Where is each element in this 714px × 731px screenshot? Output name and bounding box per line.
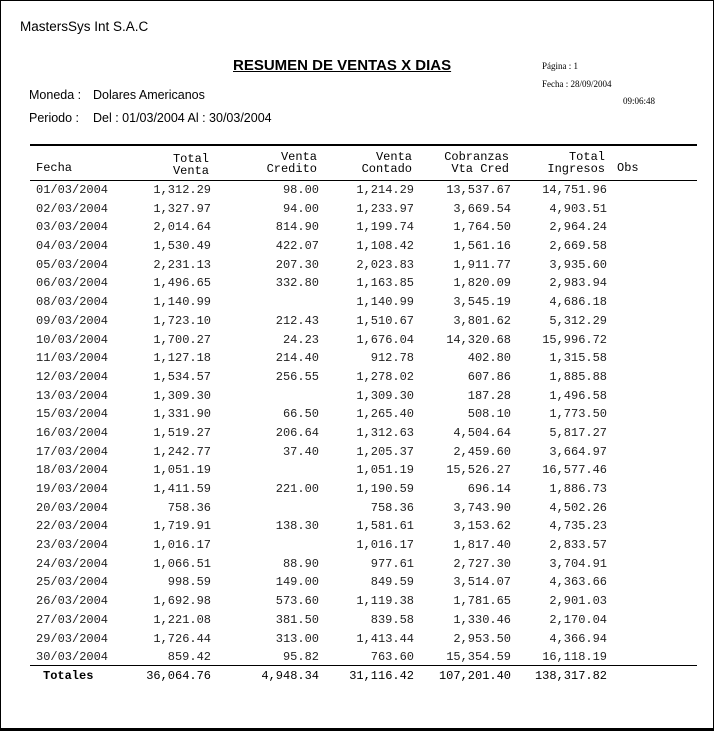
cell-total-ingresos: 16,577.46	[542, 463, 607, 478]
totals-rule	[30, 665, 697, 666]
cell-total-ingresos: 2,983.94	[549, 276, 607, 291]
table-row	[1, 443, 714, 462]
cell-total-ingresos: 4,735.23	[549, 519, 607, 534]
cell-venta-contado: 1,140.99	[356, 295, 414, 310]
cell-fecha: 25/03/2004	[36, 575, 109, 590]
company-name: MastersSys Int S.A.C	[20, 19, 149, 34]
cell-cobranzas: 187.28	[467, 388, 511, 403]
cell-fecha: 19/03/2004	[36, 482, 109, 496]
table-row	[1, 181, 714, 200]
cell-cobranzas: 2,953.50	[453, 631, 511, 646]
report-title: RESUMEN DE VENTAS X DIAS	[233, 57, 452, 74]
cell-total-venta: 998.59	[167, 575, 211, 590]
cell-fecha: 06/03/2004	[36, 276, 109, 291]
cell-venta-contado: 2,023.83	[356, 257, 414, 272]
cell-fecha: 17/03/2004	[36, 444, 109, 459]
cobranzas-sum: 107,201.40	[438, 669, 511, 683]
cell-venta-contado: 1,190.59	[356, 482, 414, 496]
cell-total-venta: 1,309.30	[153, 388, 211, 403]
cell-total-ingresos: 1,885.88	[549, 369, 607, 384]
header-obs: Obs	[617, 161, 639, 175]
cell-fecha: 03/03/2004	[36, 220, 109, 235]
cell-cobranzas: 1,330.46	[453, 612, 511, 627]
cell-cobranzas: 1,781.65	[453, 594, 511, 609]
cell-cobranzas: 3,545.19	[453, 295, 511, 310]
cell-total-ingresos: 15,996.72	[542, 332, 607, 347]
cell-venta-credito: 98.00	[282, 183, 319, 197]
cell-cobranzas: 3,743.90	[453, 500, 511, 515]
cell-total-venta: 1,534.57	[153, 369, 211, 384]
cell-total-venta: 1,140.99	[153, 295, 211, 310]
cell-cobranzas: 2,727.30	[453, 556, 511, 571]
header-total-venta: Total Venta	[172, 152, 209, 178]
cell-venta-contado: 1,108.42	[356, 239, 414, 254]
cell-total-venta: 1,221.08	[153, 612, 211, 627]
header-fecha: Fecha	[36, 161, 73, 175]
cell-total-ingresos: 3,704.91	[549, 556, 607, 571]
header-total-ingresos: Total Ingresos	[547, 150, 605, 176]
cell-venta-credito: 37.40	[282, 444, 319, 459]
cell-venta-contado: 1,309.30	[356, 388, 414, 403]
cell-total-venta: 1,530.49	[153, 239, 211, 254]
cell-venta-credito: 313.00	[275, 631, 319, 646]
cell-venta-contado: 1,233.97	[356, 201, 414, 216]
cell-cobranzas: 1,911.77	[453, 257, 511, 272]
table-row	[1, 331, 714, 350]
cell-total-ingresos: 1,496.58	[549, 388, 607, 403]
cell-total-venta: 1,496.65	[153, 276, 211, 291]
cell-cobranzas: 3,669.54	[453, 201, 511, 216]
cell-fecha: 20/03/2004	[36, 500, 109, 515]
cell-venta-contado: 1,278.02	[356, 369, 414, 384]
cell-fecha: 08/03/2004	[36, 295, 109, 310]
period-value: Del : 01/03/2004 Al : 30/03/2004	[93, 111, 272, 125]
cell-fecha: 16/03/2004	[36, 425, 109, 440]
cell-cobranzas: 696.14	[467, 482, 511, 496]
print-time: 09:06:48	[623, 96, 656, 106]
cell-venta-contado: 839.58	[370, 612, 414, 627]
cell-cobranzas: 1,820.09	[453, 276, 511, 291]
cell-total-ingresos: 4,366.94	[549, 631, 607, 646]
table-row	[1, 461, 714, 480]
cell-fecha: 09/03/2004	[36, 313, 109, 328]
cell-venta-contado: 1,265.40	[356, 407, 414, 422]
currency-value: Dolares Americanos	[93, 88, 205, 102]
table-row	[1, 200, 714, 219]
cell-total-ingresos: 1,886.73	[549, 482, 607, 496]
cell-venta-contado: 977.61	[370, 556, 414, 571]
cell-venta-credito: 422.07	[275, 239, 319, 254]
header-venta-credito: Venta Credito	[266, 150, 317, 176]
cell-total-ingresos: 14,751.96	[542, 183, 607, 197]
cell-total-venta: 1,051.19	[153, 463, 211, 478]
cell-fecha: 30/03/2004	[36, 650, 109, 665]
venta-contado-sum: 31,116.42	[349, 669, 414, 683]
cell-total-ingresos: 2,669.58	[549, 239, 607, 254]
table-row	[1, 349, 714, 368]
cell-venta-credito: 256.55	[275, 369, 319, 384]
cell-total-ingresos: 1,315.58	[549, 351, 607, 366]
cell-fecha: 23/03/2004	[36, 538, 109, 553]
cell-cobranzas: 14,320.68	[446, 332, 511, 347]
header-cobranzas: Cobranzas Vta Cred	[444, 150, 509, 176]
cell-venta-credito: 88.90	[282, 556, 319, 571]
table-row	[1, 611, 714, 630]
cell-fecha: 24/03/2004	[36, 556, 109, 571]
cell-venta-contado: 1,676.04	[356, 332, 414, 347]
cell-total-ingresos: 2,901.03	[549, 594, 607, 609]
cell-venta-credito: 381.50	[275, 612, 319, 627]
venta-credito-sum: 4,948.34	[261, 669, 319, 683]
cell-venta-contado: 849.59	[370, 575, 414, 590]
cell-venta-credito: 149.00	[275, 575, 319, 590]
cell-venta-contado: 912.78	[370, 351, 414, 366]
table-row	[1, 237, 714, 256]
period-label: Periodo :	[29, 111, 80, 125]
cell-venta-contado: 1,163.85	[356, 276, 414, 291]
cell-cobranzas: 3,153.62	[453, 519, 511, 534]
table-row	[1, 517, 714, 536]
cell-venta-contado: 1,312.63	[356, 425, 414, 440]
cell-total-venta: 2,231.13	[153, 257, 211, 272]
page-number: Página : 1	[542, 61, 578, 71]
cell-fecha: 26/03/2004	[36, 594, 109, 609]
cell-total-ingresos: 2,964.24	[549, 220, 607, 235]
cell-total-venta: 1,692.98	[153, 594, 211, 609]
cell-total-venta: 1,312.29	[153, 183, 211, 197]
cell-venta-contado: 1,016.17	[356, 538, 414, 553]
cell-total-venta: 1,331.90	[153, 407, 211, 422]
cell-total-venta: 1,519.27	[153, 425, 211, 440]
header-venta-contado: Venta Contado	[361, 150, 412, 176]
cell-fecha: 13/03/2004	[36, 388, 109, 403]
cell-total-ingresos: 4,363.66	[549, 575, 607, 590]
cell-venta-credito: 332.80	[275, 276, 319, 291]
table-row	[1, 293, 714, 312]
cell-cobranzas: 13,537.67	[446, 183, 511, 197]
cell-venta-contado: 763.60	[370, 650, 414, 665]
cell-total-venta: 1,016.17	[153, 538, 211, 553]
cell-fecha: 10/03/2004	[36, 332, 109, 347]
cell-venta-contado: 1,199.74	[356, 220, 414, 235]
cell-venta-contado: 1,205.37	[356, 444, 414, 459]
cell-total-ingresos: 4,502.26	[549, 500, 607, 515]
cell-venta-contado: 1,510.67	[356, 313, 414, 328]
cell-total-venta: 1,719.91	[153, 519, 211, 534]
cell-total-venta: 1,066.51	[153, 556, 211, 571]
table-row	[1, 424, 714, 443]
cell-venta-contado: 1,119.38	[356, 594, 414, 609]
cell-fecha: 18/03/2004	[36, 463, 109, 478]
table-row	[1, 368, 714, 387]
cell-cobranzas: 15,354.59	[446, 650, 511, 665]
cell-total-ingresos: 1,773.50	[549, 407, 607, 422]
cell-venta-contado: 1,581.61	[356, 519, 414, 534]
cell-fecha: 02/03/2004	[36, 201, 109, 216]
cell-total-venta: 1,127.18	[153, 351, 211, 366]
cell-venta-contado: 1,413.44	[356, 631, 414, 646]
cell-venta-credito: 573.60	[275, 594, 319, 609]
cell-venta-credito: 214.40	[275, 351, 319, 366]
cell-cobranzas: 15,526.27	[446, 463, 511, 478]
cell-total-ingresos: 2,170.04	[549, 612, 607, 627]
cell-total-venta: 2,014.64	[153, 220, 211, 235]
cell-venta-credito: 95.82	[282, 650, 319, 665]
cell-venta-credito: 207.30	[275, 257, 319, 272]
cell-total-ingresos: 4,686.18	[549, 295, 607, 310]
cell-cobranzas: 4,504.64	[453, 425, 511, 440]
cell-cobranzas: 1,817.40	[453, 538, 511, 553]
table-row	[1, 218, 714, 237]
cell-total-venta: 1,411.59	[153, 482, 211, 496]
cell-venta-credito: 814.90	[275, 220, 319, 235]
cell-cobranzas: 508.10	[467, 407, 511, 422]
total-venta-sum: 36,064.76	[146, 669, 211, 683]
table-row	[1, 480, 714, 499]
cell-total-venta: 1,327.97	[153, 201, 211, 216]
cell-venta-credito: 221.00	[275, 482, 319, 496]
table-row	[1, 405, 714, 424]
table-row	[1, 573, 714, 592]
cell-venta-credito: 24.23	[282, 332, 319, 347]
table-body	[1, 181, 714, 667]
cell-fecha: 22/03/2004	[36, 519, 109, 534]
cell-total-ingresos: 2,833.57	[549, 538, 607, 553]
cell-cobranzas: 607.86	[467, 369, 511, 384]
cell-cobranzas: 3,801.62	[453, 313, 511, 328]
cell-cobranzas: 1,561.16	[453, 239, 511, 254]
cell-total-ingresos: 4,903.51	[549, 201, 607, 216]
total-ingresos-sum: 138,317.82	[534, 669, 607, 683]
print-date: Fecha : 28/09/2004	[542, 79, 612, 89]
cell-total-venta: 1,242.77	[153, 444, 211, 459]
table-row	[1, 630, 714, 649]
table-row	[1, 256, 714, 275]
currency-label: Moneda :	[29, 88, 82, 102]
cell-cobranzas: 1,764.50	[453, 220, 511, 235]
cell-total-venta: 1,700.27	[153, 332, 211, 347]
cell-venta-credito: 206.64	[275, 425, 319, 440]
cell-total-ingresos: 16,118.19	[542, 650, 607, 665]
cell-fecha: 01/03/2004	[36, 183, 109, 197]
cell-fecha: 05/03/2004	[36, 257, 109, 272]
cell-total-ingresos: 5,817.27	[549, 425, 607, 440]
table-row	[1, 312, 714, 331]
cell-venta-credito: 66.50	[282, 407, 319, 422]
cell-fecha: 11/03/2004	[36, 351, 109, 366]
cell-total-ingresos: 3,664.97	[549, 444, 607, 459]
table-row	[1, 274, 714, 293]
table-row	[1, 555, 714, 574]
cell-total-venta: 1,726.44	[153, 631, 211, 646]
cell-cobranzas: 402.80	[467, 351, 511, 366]
table-row	[1, 387, 714, 406]
cell-fecha: 27/03/2004	[36, 612, 109, 627]
cell-venta-contado: 1,051.19	[356, 463, 414, 478]
cell-venta-credito: 138.30	[275, 519, 319, 534]
cell-fecha: 12/03/2004	[36, 369, 109, 384]
table-row	[1, 592, 714, 611]
cell-cobranzas: 3,514.07	[453, 575, 511, 590]
cell-cobranzas: 2,459.60	[453, 444, 511, 459]
cell-fecha: 15/03/2004	[36, 407, 109, 422]
cell-total-ingresos: 3,935.60	[549, 257, 607, 272]
totals-row	[1, 669, 714, 687]
cell-total-venta: 758.36	[167, 500, 211, 515]
cell-total-venta: 1,723.10	[153, 313, 211, 328]
cell-venta-credito: 94.00	[282, 201, 319, 216]
cell-venta-contado: 1,214.29	[356, 183, 414, 197]
totals-label: Totales	[43, 669, 94, 683]
table-row	[1, 499, 714, 518]
cell-venta-credito: 212.43	[275, 313, 319, 328]
cell-total-ingresos: 5,312.29	[549, 313, 607, 328]
header-top-rule	[30, 144, 697, 146]
cell-fecha: 29/03/2004	[36, 631, 109, 646]
cell-total-venta: 859.42	[167, 650, 211, 665]
cell-fecha: 04/03/2004	[36, 239, 109, 254]
table-row	[1, 536, 714, 555]
cell-venta-contado: 758.36	[370, 500, 414, 515]
